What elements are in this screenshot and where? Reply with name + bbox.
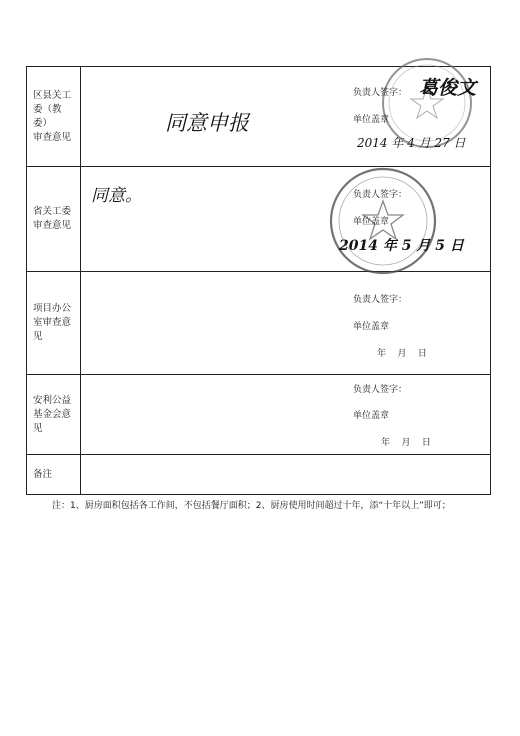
handwritten-signature: 葛俊文 [419, 77, 477, 99]
row-label [27, 167, 81, 271]
signer-label: 负责人签字： [353, 295, 408, 305]
signer-label: 负责人签字： [353, 190, 408, 200]
row-label-text: 备注 [33, 469, 53, 480]
seal-label: 单位盖章 [353, 322, 390, 332]
handwritten-date: 2014 年 5 月 5 日 [339, 238, 464, 254]
seal-label: 单位盖章 [353, 115, 390, 125]
handwritten-date: 2014 年 4 月 27 日 [357, 136, 466, 150]
row-remarks [27, 455, 490, 495]
row-label-text: 项目办公 室审查意 见 [33, 303, 72, 342]
row-label-text: 省关工委 审查意见 [33, 206, 72, 231]
date-placeholder: 年 月 日 [381, 438, 431, 448]
seal-label: 单位盖章 [353, 217, 390, 227]
row-label-text: 区县关工 委（教委） 审查意见 [33, 89, 72, 143]
footnote: 注：1、厨房面积包括各工作间，不包括餐厅面积；2、厨房使用时间超过十年，添“十年以上”即可； [52, 501, 451, 511]
row-label [27, 375, 81, 454]
row-label [27, 67, 81, 166]
row-project-office-review [27, 272, 490, 375]
row-amway-foundation-review [27, 375, 490, 455]
signer-label: 负责人签字： [353, 385, 408, 395]
date-placeholder: 年 月 日 [377, 349, 427, 359]
review-form-table [26, 66, 491, 495]
row-label [27, 272, 81, 374]
row-province-review [27, 167, 490, 272]
seal-label: 单位盖章 [353, 411, 390, 421]
row-label-text: 安利公益 基金会意 见 [33, 394, 72, 434]
handwritten-opinion: 同意申报 [165, 111, 249, 135]
row-label [27, 455, 81, 495]
row-district-review [27, 67, 490, 167]
signer-label: 负责人签字： [353, 88, 408, 98]
handwritten-opinion: 同意。 [91, 186, 142, 206]
